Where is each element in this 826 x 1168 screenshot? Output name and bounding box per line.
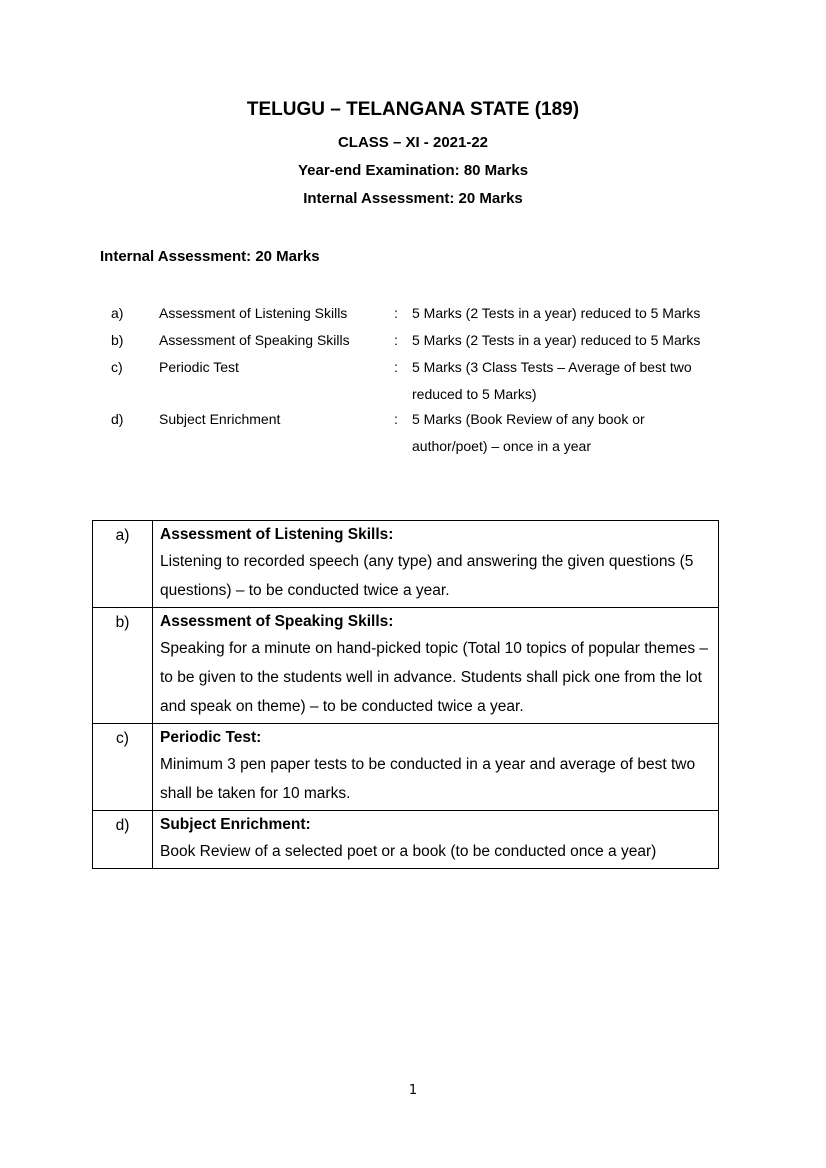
table-row-body: Book Review of a selected poet or a book (to be conducted once a year)	[160, 843, 657, 860]
summary-colon: :	[394, 359, 398, 375]
table-row-letter: c)	[93, 724, 153, 811]
table-row	[93, 521, 719, 608]
table-row	[93, 608, 719, 724]
assessment-details-table	[92, 520, 719, 869]
table-row-letter: b)	[93, 608, 153, 724]
summary-desc: 5 Marks (2 Tests in a year) reduced to 5 Marks	[412, 305, 701, 321]
table-row-heading: Periodic Test:	[160, 729, 262, 746]
table-row-heading: Assessment of Listening Skills:	[160, 526, 394, 543]
summary-letter: d)	[111, 411, 124, 427]
summary-name: Assessment of Listening Skills	[159, 305, 348, 321]
summary-name: Subject Enrichment	[159, 411, 281, 427]
summary-colon: :	[394, 411, 398, 427]
section-heading: Internal Assessment: 20 Marks	[100, 248, 320, 265]
table-row-body: Speaking for a minute on hand-picked topic (Total 10 topics of popular themes – to be given to the students well in advance. Students shall pick one from the lot and speak on theme) – to be conducted twice a year.	[160, 640, 708, 715]
table-row-content	[153, 724, 719, 811]
table-row-body: Minimum 3 pen paper tests to be conducted in a year and average of best two shall be taken for 10 marks.	[160, 756, 696, 802]
page-number: 1	[408, 1083, 418, 1098]
summary-name: Assessment of Speaking Skills	[159, 332, 350, 348]
table-row	[93, 724, 719, 811]
summary-colon: :	[394, 305, 398, 321]
table-row-content	[153, 608, 719, 724]
summary-colon: :	[394, 332, 398, 348]
internal-assessment-line: Internal Assessment: 20 Marks	[303, 190, 523, 207]
summary-letter: b)	[111, 332, 124, 348]
summary-letter: c)	[111, 359, 123, 375]
summary-letter: a)	[111, 305, 124, 321]
document-title: TELUGU – TELANGANA STATE (189)	[246, 99, 580, 120]
class-line: CLASS – XI - 2021-22	[337, 134, 489, 151]
table-row-content	[153, 811, 719, 869]
table-row-letter: d)	[93, 811, 153, 869]
table-row	[93, 811, 719, 869]
summary-desc: 5 Marks (Book Review of any book or author/poet) – once in a year	[412, 411, 645, 454]
year-end-exam-line: Year-end Examination: 80 Marks	[297, 162, 529, 179]
table-row-heading: Subject Enrichment:	[160, 816, 311, 833]
table-row-content	[153, 521, 719, 608]
summary-desc: 5 Marks (3 Class Tests – Average of best two reduced to 5 Marks)	[412, 359, 692, 402]
summary-name: Periodic Test	[159, 359, 239, 375]
table-row-letter: a)	[93, 521, 153, 608]
table-row-heading: Assessment of Speaking Skills:	[160, 613, 394, 630]
table-row-body: Listening to recorded speech (any type) and answering the given questions (5 questions) – to be conducted twice a year.	[160, 553, 694, 599]
summary-desc: 5 Marks (2 Tests in a year) reduced to 5 Marks	[412, 332, 701, 348]
